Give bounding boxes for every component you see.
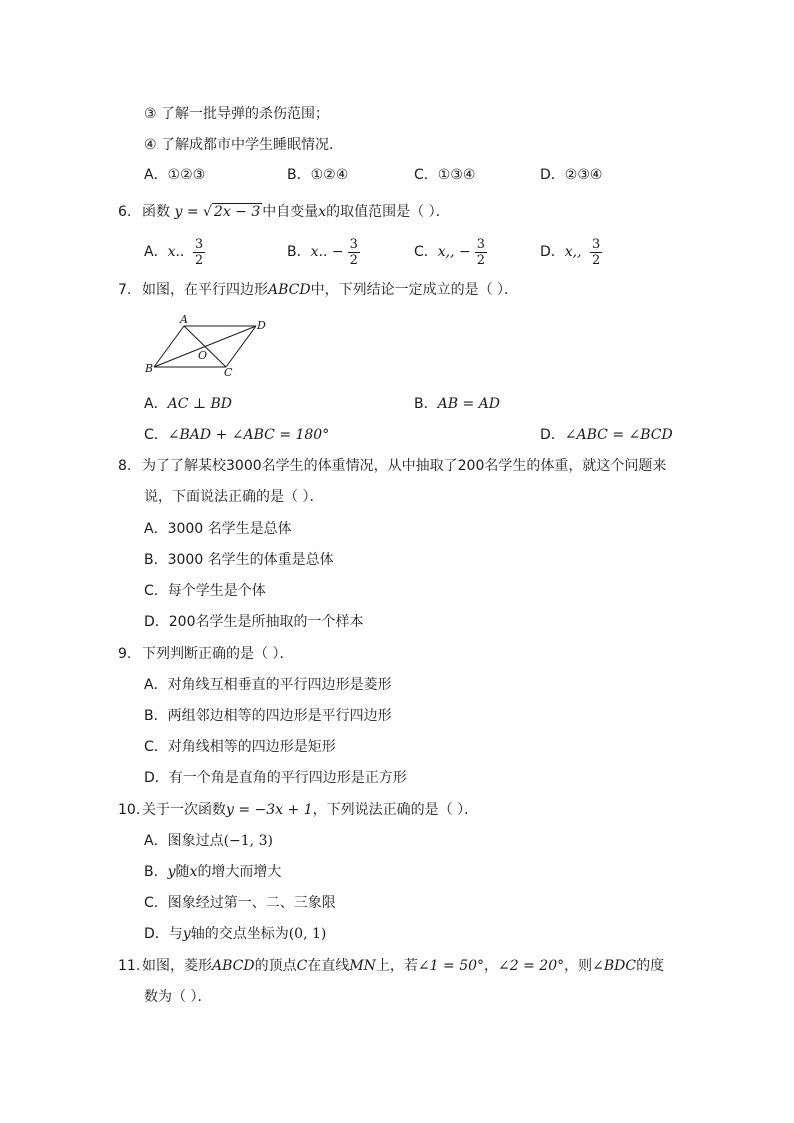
q10-option-d: D．与y轴的交点坐标为(0, 1) [144, 926, 327, 942]
question-number: 11. [118, 958, 141, 974]
radical-sign: √ [203, 204, 212, 220]
q9-option-b: B．两组邻边相等的四边形是平行四边形 [144, 708, 392, 724]
label-d: D [257, 319, 266, 332]
label-a: A [180, 313, 188, 326]
q6-option-b: B．x.. − $\frac{3}{2}$ [287, 236, 358, 268]
parallelogram-figure [140, 312, 275, 378]
question-11-stem: 11. 如图，菱形ABCD的顶点C在直线MN上，若∠1 = 50°，∠2 = 20°，则∠BDC的度 [118, 958, 665, 974]
q8-option-b: B．3000 名学生的体重是总体 [144, 552, 334, 568]
question-number: 7. [118, 282, 132, 298]
q7-option-c: C．∠BAD + ∠ABC = 180° [144, 427, 330, 443]
q8-option-d: D．200名学生是所抽取的一个样本 [144, 614, 364, 630]
q7-option-a: A．AC ⊥ BD [144, 396, 232, 412]
q8-option-c: C．每个学生是个体 [144, 583, 266, 599]
question-number: 8. [118, 458, 132, 474]
q5-option-d: D．②③④ [540, 167, 603, 183]
q5-option-a: A．①②③ [144, 167, 206, 183]
question-6-stem: 6. 函数 y = √ 2x − 3 中自变量x的取值范围是（ ）． [118, 204, 450, 220]
q5-item-3: ③ 了解一批导弹的杀伤范围； [144, 106, 330, 122]
question-7-stem: 7. 如图，在平行四边形ABCD中，下列结论一定成立的是（ ）． [118, 282, 519, 298]
q7-option-d: D．∠ABC = ∠BCD [540, 427, 673, 443]
label-b: B [145, 362, 154, 375]
q9-option-c: C．对角线相等的四边形是矩形 [144, 739, 336, 755]
q6-option-c: C．x,, − $\frac{3}{2}$ [414, 236, 486, 268]
q9-option-d: D．有一个角是直角的平行四边形是正方形 [144, 770, 407, 786]
q9-option-a: A．对角线互相垂直的平行四边形是菱形 [144, 677, 392, 693]
question-number: 6. [118, 204, 132, 220]
q6-option-a: A．x.. $\frac{3}{2}$ [144, 236, 204, 268]
label-c: C [224, 366, 233, 378]
question-8-stem: 8. 为了了解某校3000名学生的体重情况，从中抽取了200名学生的体重，就这个问题来 [118, 458, 667, 474]
q10-option-c: C．图象经过第一、二、三象限 [144, 895, 336, 911]
label-o: O [198, 349, 208, 362]
q5-option-c: C．①③④ [414, 167, 476, 183]
question-number: 10. [118, 802, 141, 818]
q10-option-b: B．y随x的增大而增大 [144, 864, 282, 880]
question-8-stem-cont: 说，下面说法正确的是（ ）． [144, 489, 324, 505]
question-11-stem-cont: 数为（ ）． [144, 989, 212, 1005]
q7-option-b: B．AB = AD [414, 396, 500, 412]
question-10-stem: 10. 关于一次函数y = −3x + 1，下列说法正确的是（ ）． [118, 802, 479, 818]
q8-option-a: A．3000 名学生是总体 [144, 521, 292, 537]
question-9-stem: 9. 下列判断正确的是（ ）． [118, 646, 294, 662]
q10-option-a: A．图象过点(−1, 3) [144, 833, 273, 849]
question-number: 9. [118, 646, 132, 662]
q5-item-4: ④ 了解成都市中学生睡眠情况． [144, 137, 344, 153]
q5-option-b: B．①②④ [287, 167, 349, 183]
q6-option-d: D．x,, $\frac{3}{2}$ [540, 236, 601, 268]
